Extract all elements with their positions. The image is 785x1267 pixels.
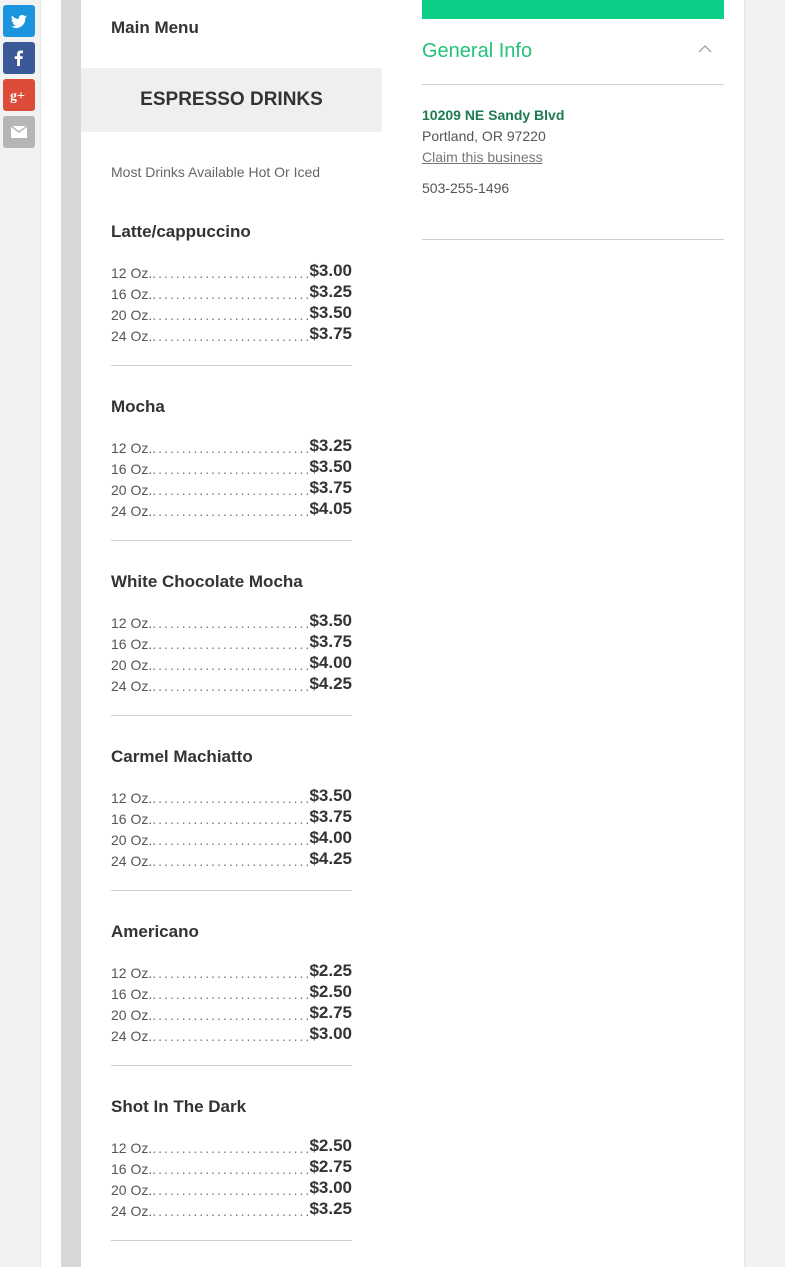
menu-item-name: Americano	[111, 922, 199, 941]
size-label: 12 Oz.	[111, 965, 153, 981]
section-note: Most Drinks Available Hot Or Iced	[111, 164, 321, 180]
price-value: $3.00	[309, 1024, 352, 1043]
size-label: 16 Oz.	[111, 1161, 153, 1177]
facebook-share-button[interactable]	[3, 42, 35, 74]
price-value: $4.25	[309, 849, 352, 868]
price-row	[111, 827, 352, 848]
accent-bar	[422, 0, 724, 19]
price-row	[111, 1023, 352, 1044]
twitter-share-button[interactable]	[3, 5, 35, 37]
size-label: 16 Oz.	[111, 286, 153, 302]
info-column	[422, 0, 724, 1267]
dot-leader	[152, 1007, 309, 1023]
price-value: $3.50	[309, 303, 352, 322]
price-row	[111, 610, 352, 631]
address-line2: Portland, OR 97220	[422, 128, 546, 144]
google-plus-icon	[9, 85, 29, 105]
price-row	[111, 302, 352, 323]
price-list	[111, 960, 352, 1044]
price-value: $4.00	[309, 653, 352, 672]
menu-item	[111, 560, 352, 735]
item-separator	[111, 1065, 352, 1066]
divider	[422, 239, 724, 240]
dot-leader	[152, 503, 309, 519]
size-label: 16 Oz.	[111, 461, 153, 477]
dot-leader	[152, 482, 309, 498]
address-line1[interactable]: 10209 NE Sandy Blvd	[422, 107, 565, 123]
facebook-icon	[9, 48, 29, 68]
menu-item-name: White Chocolate Mocha	[111, 572, 303, 591]
size-label: 24 Oz.	[111, 1028, 153, 1044]
price-row	[111, 281, 352, 302]
price-value: $3.25	[309, 436, 352, 455]
price-value: $2.50	[309, 982, 352, 1001]
menu-item	[111, 1085, 352, 1260]
dot-leader	[152, 986, 309, 1002]
price-row	[111, 673, 352, 694]
price-row	[111, 323, 352, 344]
dot-leader	[152, 636, 309, 652]
price-list	[111, 260, 352, 344]
item-separator	[111, 715, 352, 716]
price-row	[111, 498, 352, 519]
dot-leader	[152, 657, 309, 673]
price-row	[111, 652, 352, 673]
dot-leader	[152, 678, 309, 694]
price-row	[111, 1198, 352, 1219]
dot-leader	[152, 440, 309, 456]
page-container	[41, 0, 744, 1267]
menu-item-name: Carmel Machiatto	[111, 747, 253, 766]
size-label: 20 Oz.	[111, 482, 153, 498]
price-value: $3.00	[309, 261, 352, 280]
menu-item	[111, 385, 352, 560]
price-value: $4.00	[309, 828, 352, 847]
size-label: 12 Oz.	[111, 615, 153, 631]
size-label: 24 Oz.	[111, 1203, 153, 1219]
price-row	[111, 1177, 352, 1198]
phone-number[interactable]: 503-255-1496	[422, 180, 510, 196]
main-menu-link[interactable]: Main Menu	[111, 18, 199, 37]
price-value: $3.50	[309, 457, 352, 476]
price-value: $3.75	[309, 807, 352, 826]
price-value: $2.25	[309, 961, 352, 980]
general-info-title[interactable]: General Info	[422, 40, 533, 62]
size-label: 24 Oz.	[111, 853, 153, 869]
share-bar	[3, 5, 35, 153]
google-plus-share-button[interactable]	[3, 79, 35, 111]
menu-column	[61, 0, 382, 1267]
price-row	[111, 435, 352, 456]
price-row	[111, 981, 352, 1002]
price-row	[111, 1002, 352, 1023]
menu-item	[111, 210, 352, 385]
price-row	[111, 1135, 352, 1156]
price-value: $3.25	[309, 1199, 352, 1218]
size-label: 20 Oz.	[111, 307, 153, 323]
size-label: 20 Oz.	[111, 657, 153, 673]
price-row	[111, 785, 352, 806]
dot-leader	[152, 965, 309, 981]
item-separator	[111, 365, 352, 366]
chevron-up-icon[interactable]	[698, 42, 712, 56]
dot-leader	[152, 853, 309, 869]
dot-leader	[152, 461, 309, 477]
dot-leader	[152, 1182, 309, 1198]
price-value: $3.50	[309, 611, 352, 630]
size-label: 16 Oz.	[111, 986, 153, 1002]
price-row	[111, 848, 352, 869]
size-label: 16 Oz.	[111, 636, 153, 652]
size-label: 24 Oz.	[111, 678, 153, 694]
price-row	[111, 260, 352, 281]
price-value: $3.75	[309, 478, 352, 497]
menu-item-name: Mocha	[111, 397, 165, 416]
price-value: $2.75	[309, 1003, 352, 1022]
price-list	[111, 785, 352, 869]
size-label: 12 Oz.	[111, 1140, 153, 1156]
price-value: $3.00	[309, 1178, 352, 1197]
price-list	[111, 610, 352, 694]
dot-leader	[152, 1140, 309, 1156]
svg-text:g+: g+	[10, 89, 25, 104]
price-value: $3.75	[309, 632, 352, 651]
price-row	[111, 477, 352, 498]
size-label: 12 Oz.	[111, 790, 153, 806]
dot-leader	[152, 832, 309, 848]
price-value: $2.75	[309, 1157, 352, 1176]
price-value: $3.25	[309, 282, 352, 301]
price-list	[111, 435, 352, 519]
menu-item	[111, 735, 352, 910]
section-title: ESPRESSO DRINKS	[140, 89, 323, 110]
size-label: 20 Oz.	[111, 832, 153, 848]
dot-leader	[152, 286, 309, 302]
email-share-button[interactable]	[3, 116, 35, 148]
price-value: $4.05	[309, 499, 352, 518]
dot-leader	[152, 811, 309, 827]
claim-business-link[interactable]: Claim this business	[422, 149, 543, 165]
size-label: 12 Oz.	[111, 265, 153, 281]
item-separator	[111, 890, 352, 891]
price-list	[111, 1135, 352, 1219]
size-label: 24 Oz.	[111, 503, 153, 519]
item-separator	[111, 1240, 352, 1241]
price-value: $2.50	[309, 1136, 352, 1155]
dot-leader	[152, 307, 309, 323]
twitter-icon	[9, 11, 29, 31]
item-separator	[111, 540, 352, 541]
dot-leader	[152, 615, 309, 631]
price-row	[111, 806, 352, 827]
menu-item-name: Latte/cappuccino	[111, 222, 251, 241]
dot-leader	[152, 1161, 309, 1177]
price-value: $3.75	[309, 324, 352, 343]
size-label: 12 Oz.	[111, 440, 153, 456]
size-label: 20 Oz.	[111, 1007, 153, 1023]
menu-item	[111, 910, 352, 1085]
menu-card	[81, 0, 382, 1267]
dot-leader	[152, 790, 309, 806]
price-row	[111, 456, 352, 477]
section-header	[81, 68, 382, 132]
dot-leader	[152, 328, 309, 344]
divider	[422, 84, 724, 85]
price-row	[111, 631, 352, 652]
dot-leader	[152, 1203, 309, 1219]
price-row	[111, 1156, 352, 1177]
price-value: $3.50	[309, 786, 352, 805]
price-value: $4.25	[309, 674, 352, 693]
menu-item-name: Shot In The Dark	[111, 1097, 247, 1116]
size-label: 24 Oz.	[111, 328, 153, 344]
size-label: 16 Oz.	[111, 811, 153, 827]
email-icon	[9, 122, 29, 142]
menu-items	[111, 210, 352, 1260]
price-row	[111, 960, 352, 981]
size-label: 20 Oz.	[111, 1182, 153, 1198]
dot-leader	[152, 265, 309, 281]
dot-leader	[152, 1028, 309, 1044]
